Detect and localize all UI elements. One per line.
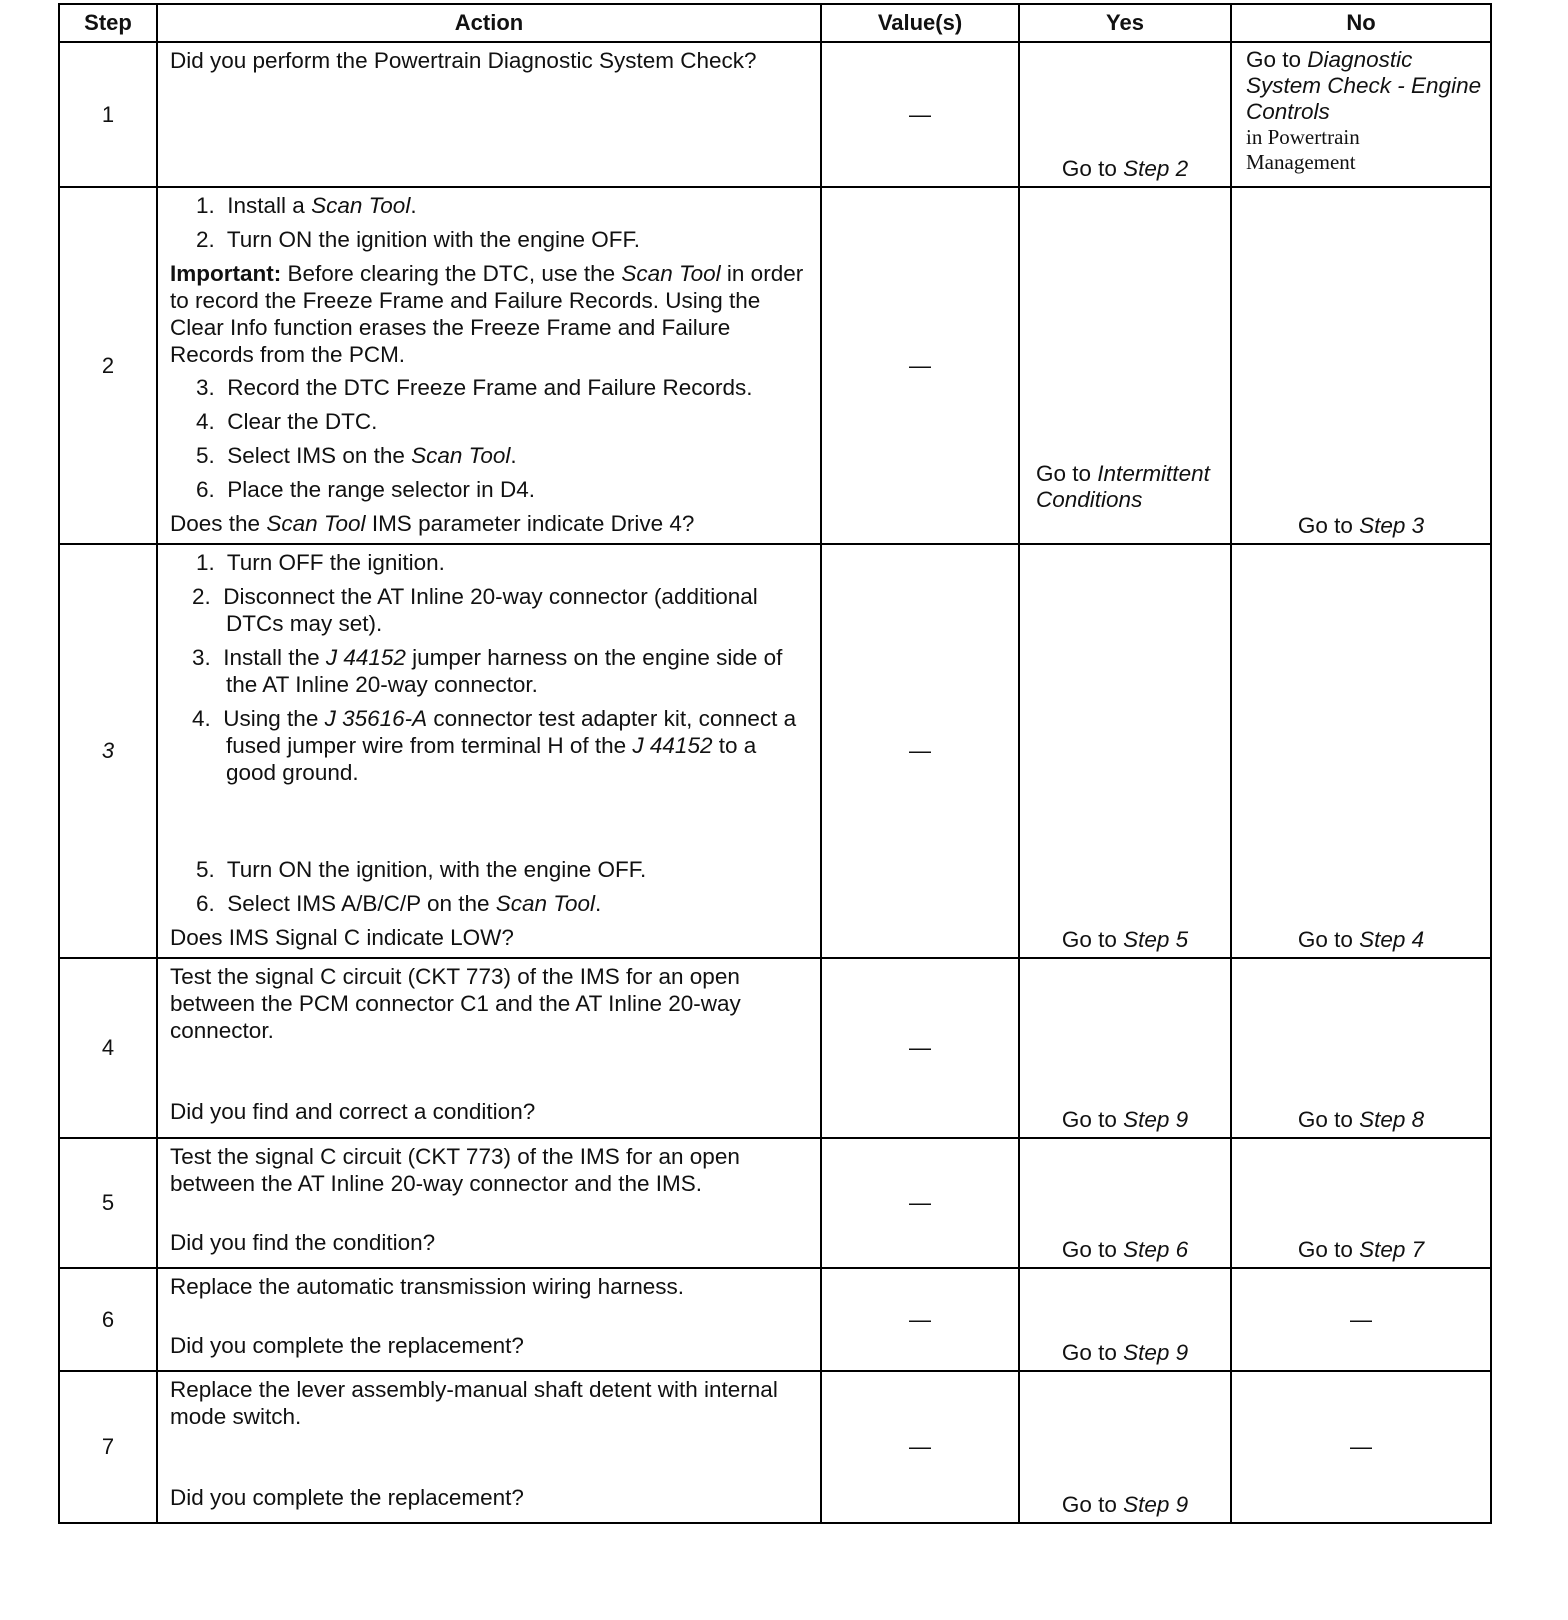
value-dash: —	[909, 101, 931, 127]
action-text: Test the signal C circuit (CKT 773) of the IMS for an open between the PCM connector C1 and the AT Inline 20-way connector.	[170, 964, 741, 1043]
no-link[interactable]: Go to Diagnostic System Check - Engine Controls in Powertrain Management	[1246, 47, 1482, 174]
action-cell	[157, 958, 821, 1138]
value-dash: —	[909, 1434, 931, 1459]
no-cell	[1231, 958, 1491, 1138]
value-cell	[821, 187, 1019, 544]
action-question: Did you complete the replacement?	[170, 1333, 524, 1358]
no-link[interactable]: Go to Step 7	[1297, 1237, 1425, 1262]
action-cell	[157, 1138, 821, 1268]
step-number: 1	[59, 42, 157, 187]
action-steps	[170, 549, 810, 917]
action-steps	[170, 192, 810, 253]
yes-cell	[1019, 42, 1231, 187]
no-link[interactable]: Go to Step 8	[1297, 1107, 1425, 1132]
action-steps	[170, 374, 810, 503]
yes-cell	[1019, 187, 1231, 544]
action-question: Did you find the condition?	[170, 1230, 436, 1255]
action-cell	[157, 1268, 821, 1371]
list-item: 2. Turn ON the ignition with the engine OFF.	[196, 227, 640, 252]
no-cell	[1231, 544, 1491, 958]
action-text: Replace the lever assembly-manual shaft detent with internal mode switch.	[170, 1377, 778, 1429]
yes-link[interactable]: Go to Step 2	[1061, 156, 1189, 181]
table-row	[59, 1268, 1491, 1371]
header-no: No	[1231, 4, 1491, 42]
no-cell	[1231, 42, 1491, 187]
value-dash: —	[909, 1306, 931, 1332]
list-item: 2. Disconnect the AT Inline 20-way connector (additional DTCs may set).	[192, 584, 758, 636]
no-cell	[1231, 1268, 1491, 1371]
step-number: 6	[59, 1268, 157, 1371]
value-cell	[821, 958, 1019, 1138]
no-link[interactable]: Go to Step 4	[1297, 927, 1425, 952]
list-item: 4. Clear the DTC.	[196, 409, 378, 434]
important-note: Important: Before clearing the DTC, use the Scan Tool in order to record the Freeze Frame and Failure Records. Using the Clear Info function erases the Freeze Frame and Failure Records from the PCM.	[170, 261, 804, 367]
header-row	[59, 4, 1491, 42]
value-cell	[821, 544, 1019, 958]
step-number: 5	[59, 1138, 157, 1268]
diagnostic-table	[58, 3, 1492, 1524]
action-question: Did you find and correct a condition?	[170, 1099, 536, 1124]
action-text: Test the signal C circuit (CKT 773) of the IMS for an open between the AT Inline 20-way connector and the IMS.	[170, 1144, 740, 1196]
list-item: 1. Install a Scan Tool.	[196, 193, 417, 218]
value-dash: —	[909, 1190, 931, 1215]
step-number: 2	[59, 187, 157, 544]
yes-link[interactable]: Go to Step 9	[1061, 1340, 1189, 1365]
table-row	[59, 958, 1491, 1138]
yes-link[interactable]: Go to Step 9	[1061, 1492, 1189, 1517]
action-text: Replace the automatic transmission wiring harness.	[170, 1274, 684, 1299]
no-dash: —	[1350, 1306, 1372, 1332]
action-question: Does the Scan Tool IMS parameter indicate Drive 4?	[170, 511, 695, 536]
no-link[interactable]: Go to Step 3	[1297, 513, 1425, 538]
list-item: 3. Record the DTC Freeze Frame and Failure Records.	[196, 375, 753, 400]
step-number: 4	[59, 958, 157, 1138]
action-cell	[157, 1371, 821, 1523]
action-question: Did you complete the replacement?	[170, 1485, 524, 1510]
header-yes: Yes	[1019, 4, 1231, 42]
list-item: 1. Turn OFF the ignition.	[196, 550, 445, 575]
yes-link[interactable]: Go to Step 6	[1061, 1237, 1189, 1262]
list-item: 6. Place the range selector in D4.	[196, 477, 535, 502]
list-item: 5. Turn ON the ignition, with the engine OFF.	[196, 857, 647, 882]
value-cell	[821, 1138, 1019, 1268]
list-item: 5. Select IMS on the Scan Tool.	[196, 443, 517, 468]
table-row	[59, 1138, 1491, 1268]
list-item: 6. Select IMS A/B/C/P on the Scan Tool.	[196, 891, 602, 916]
value-cell	[821, 1371, 1019, 1523]
yes-cell	[1019, 1138, 1231, 1268]
yes-cell	[1019, 1371, 1231, 1523]
header-step: Step	[59, 4, 157, 42]
list-item: 3. Install the J 44152 jumper harness on the engine side of the AT Inline 20-way connector.	[192, 645, 783, 697]
action-question: Does IMS Signal C indicate LOW?	[170, 925, 514, 950]
yes-cell	[1019, 1268, 1231, 1371]
yes-cell	[1019, 544, 1231, 958]
value-cell	[821, 42, 1019, 187]
header-values: Value(s)	[821, 4, 1019, 42]
table-row	[59, 1371, 1491, 1523]
table-row	[59, 544, 1491, 958]
action-cell	[157, 544, 821, 958]
action-cell	[157, 42, 821, 187]
yes-link[interactable]: Go to Step 9	[1061, 1107, 1189, 1132]
step-number: 3	[59, 544, 157, 958]
step-number: 7	[59, 1371, 157, 1523]
list-item: 4. Using the J 35616-A connector test adapter kit, connect a fused jumper wire from terminal H of the J 44152 to a good ground.	[192, 706, 797, 785]
action-question: Did you perform the Powertrain Diagnostic System Check?	[170, 48, 757, 73]
table-row	[59, 187, 1491, 544]
no-cell	[1231, 1138, 1491, 1268]
header-action: Action	[157, 4, 821, 42]
value-cell	[821, 1268, 1019, 1371]
no-cell	[1231, 187, 1491, 544]
yes-link[interactable]: Go to Intermittent Conditions	[1036, 461, 1210, 512]
action-cell	[157, 187, 821, 544]
no-cell	[1231, 1371, 1491, 1523]
no-dash: —	[1350, 1434, 1372, 1459]
yes-link[interactable]: Go to Step 5	[1061, 927, 1189, 952]
yes-cell	[1019, 958, 1231, 1138]
value-dash: —	[909, 352, 931, 378]
table-row	[59, 42, 1491, 187]
value-dash: —	[909, 1035, 931, 1060]
value-dash: —	[909, 738, 931, 763]
